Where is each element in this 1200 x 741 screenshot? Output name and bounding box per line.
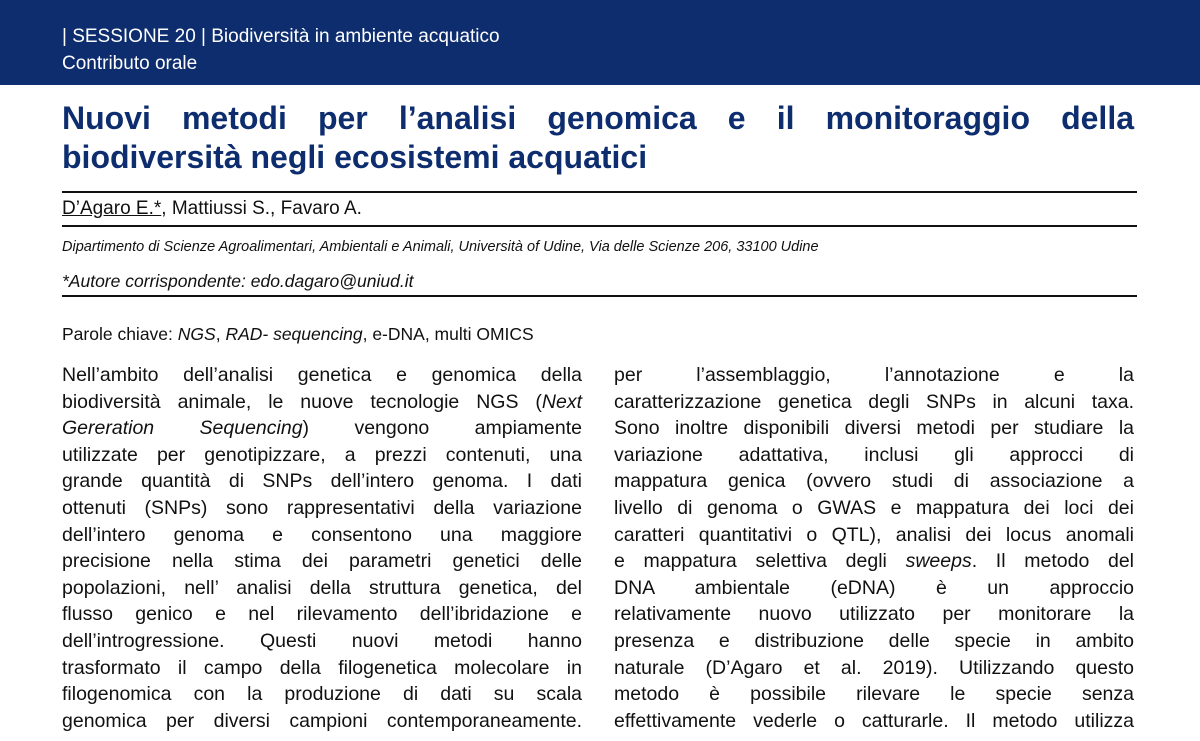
divider-top	[62, 191, 1137, 193]
affiliation: Dipartimento di Scienze Agroalimentari, Ambientali e Animali, Università of Udine, Via delle Scienze 206, 33100 Udine	[62, 239, 819, 255]
corresponding-author-contact: *Autore corrispondente: edo.dagaro@uniud.it	[62, 271, 414, 291]
body-line: metodo è possibile rilevare le specie senza	[614, 683, 1134, 706]
corresponding-author-name: D’Agaro E.*	[62, 198, 162, 219]
keywords-rest: , e-DNA, multi OMICS	[362, 324, 534, 344]
keywords-label: Parole chiave:	[62, 324, 178, 344]
body-line: ottenuti (SNPs) sono rappresentativi della variazione	[62, 496, 582, 519]
divider-bottom	[62, 295, 1137, 297]
session-banner	[0, 0, 1200, 85]
body-line: trasformato il campo della filogenetica molecolare in	[62, 656, 582, 679]
body-line: DNA ambientale (eDNA) è un approccio	[614, 576, 1134, 599]
body-line: Gereration Sequencing) vengono ampiamente	[62, 417, 582, 440]
body-line: genomica per diversi campioni contemporaneamente.	[62, 709, 582, 732]
body-line: flusso genico e nel rilevamento dell’ibridazione e	[62, 603, 582, 626]
body-line: relativamente nuovo utilizzato per monitorare la	[614, 603, 1134, 626]
body-line: caratteri quantitativi o QTL), analisi dei locus anomali	[614, 523, 1134, 546]
body-line: dell’introgressione. Questi nuovi metodi hanno	[62, 629, 582, 652]
body-line: filogenomica con la produzione di dati su scala	[62, 683, 582, 706]
body-line: variazione adattativa, inclusi gli approcci di	[614, 443, 1134, 466]
body-line: presenza e distribuzione delle specie in ambito	[614, 629, 1134, 652]
paper-title: Nuovi metodi per l’analisi genomica e il monitoraggio della biodiversità negli ecosistemi acquatici	[62, 100, 1134, 175]
body-line: naturale (D’Agaro et al. 2019). Utilizzando questo	[614, 656, 1134, 679]
body-line: grande quantità di SNPs dell’intero genoma. I dati	[62, 470, 582, 493]
body-line: popolazioni, nell’ analisi della struttura genetica, del	[62, 576, 582, 599]
co-authors: , Mattiussi S., Favaro A.	[161, 198, 362, 219]
contribution-type: Contributo orale	[62, 53, 198, 74]
body-line: precisione nella stima dei parametri genetici delle	[62, 550, 582, 573]
body-line: utilizzate per genotipizzare, a prezzi contenuti, una	[62, 443, 582, 466]
keyword-ngs: NGS	[177, 324, 216, 344]
body-line: e mappatura selettiva degli sweeps. Il metodo del	[614, 550, 1135, 573]
body-line: per l’assemblaggio, l’annotazione e la	[614, 364, 1134, 386]
body-line: mappatura genica (ovvero studi di associazione a	[614, 470, 1134, 493]
keywords	[62, 323, 534, 345]
author-list	[62, 197, 362, 221]
divider-authors	[62, 225, 1137, 227]
body-column-left	[62, 362, 582, 734]
body-line: Nell’ambito dell’analisi genetica e genomica della	[62, 364, 582, 386]
body-line: caratterizzazione genetica degli SNPs in alcuni taxa.	[614, 390, 1134, 413]
body-line: dell’intero genoma e consentono una maggiore	[62, 523, 582, 546]
session-label: | SESSIONE 20 | Biodiversità in ambiente acquatico	[62, 26, 500, 47]
body-column-right	[614, 362, 1134, 734]
body-line: Sono inoltre disponibili diversi metodi per studiare la	[614, 417, 1134, 440]
body-line: livello di genoma o GWAS e mappatura dei loci dei	[614, 496, 1134, 519]
keyword-separator: ,	[215, 324, 226, 344]
body-line: effettivamente vederle o catturarle. Il metodo utilizza	[614, 709, 1134, 732]
body-line: biodiversità animale, le nuove tecnologie NGS (Next	[62, 390, 582, 413]
keyword-rad-sequencing: RAD- sequencing	[225, 324, 363, 344]
